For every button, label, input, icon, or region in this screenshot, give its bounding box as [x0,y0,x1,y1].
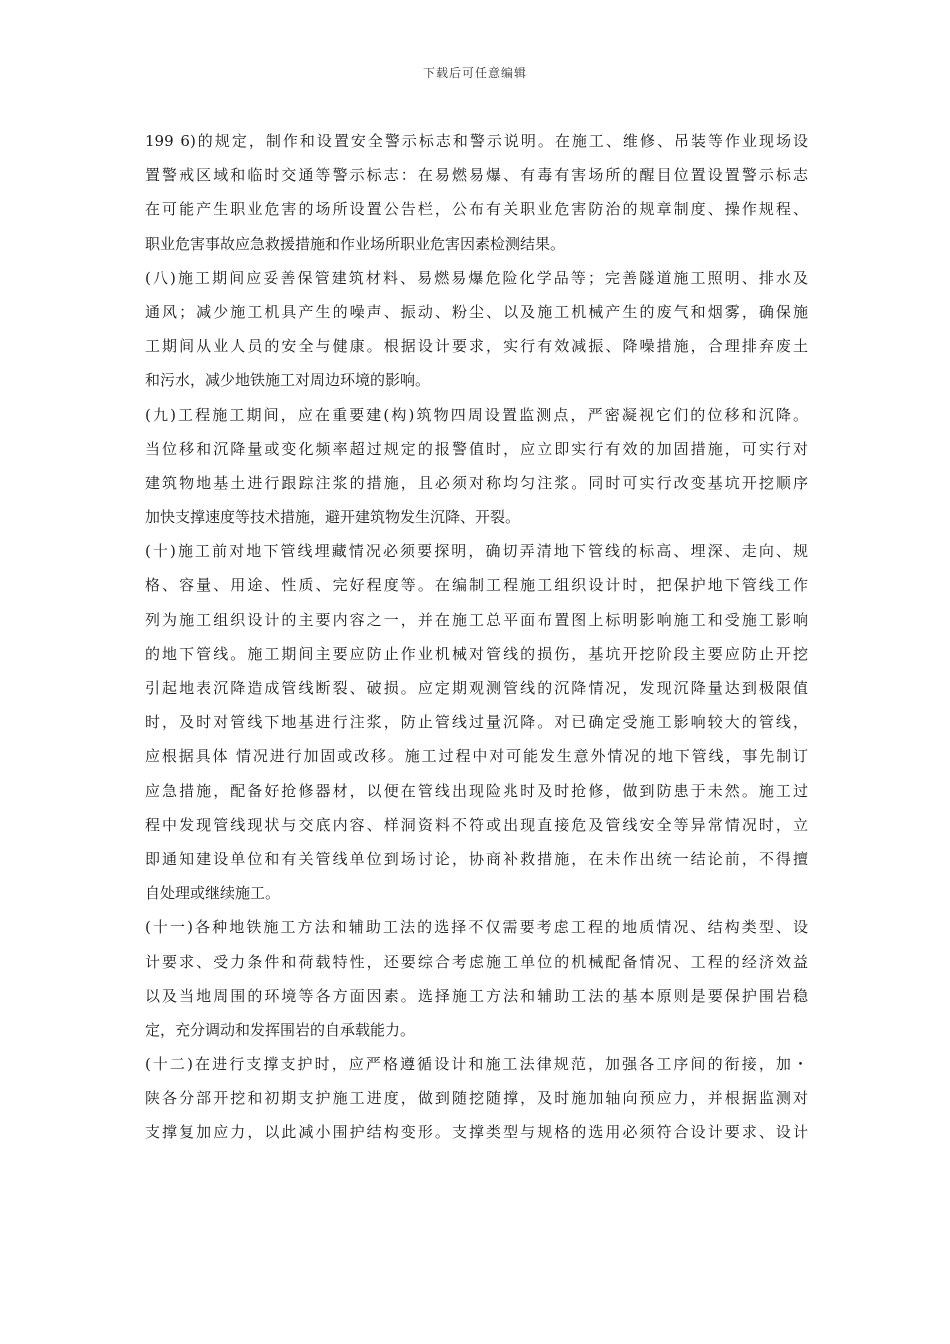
text-line: 引起地表沉降造成管线断裂、破损。应定期观测管线的沉降情况，发现沉降量达到极限值 [145,679,808,697]
text-line: 自处理或继续施工。 [145,884,281,903]
text-line: 工期间从业人员的安全与健康。根据设计要求，实行有效减振、降噪措施，合理排弃废土 [145,337,808,356]
text-line: 支撑复加应力，以此减小围护结构变形。支撑类型与规格的选用必须符合设计要求、设计 [145,1123,808,1142]
text-line: 通风；减少施工机具产生的噪声、振动、粉尘、以及施工机械产生的废气和烟雾，确保施 [145,302,808,321]
text-line: 加快支撑速度等技术措施，避开建筑物发生沉降、开裂。 [145,508,521,527]
text-line: 建筑物地基土进行跟踪注浆的措施，且必须对称均匀注浆。同时可实行改变基坑开挖顺序 [145,473,808,492]
text-line: 和污水，减少地铁施工对周边环境的影响。 [145,371,431,390]
text-line: 置警戒区域和临时交通等警示标志：在易燃易爆、有毒有害场所的醒目位置设置警示标志 [145,166,808,185]
text-line: (十一)各种地铁施工方法和辅助工法的选择不仅需要考虑工程的地质情况、结构类型、设 [145,918,808,937]
text-line: (九)工程施工期间，应在重要建(构)筑物四周设置监测点，严密凝视它们的位移和沉降。 [145,405,808,424]
text-line: 的地下管线。施工期间主要应防止作业机械对管线的损伤，基坑开挖阶段主要应防止开挖 [145,644,808,663]
text-line: 以及当地周围的环境等各方面因素。选择施工方法和辅助工法的基本原则是要保护围岩稳 [145,986,808,1005]
text-line: 定，充分调动和发挥围岩的自承载能力。 [145,1020,416,1039]
text-line: 职业危害事故应急救援措施和作业场所职业危害因素检测结果。 [145,234,566,253]
text-line: 当位移和沉降量或变化频率超过规定的报警值时，应立即实行有效的加固措施，可实行对 [145,439,808,458]
text-line: 列为施工组织设计的主要内容之一，并在施工总平面布置图上标明影响施工和受施工影响 [145,610,808,629]
text-line: 应急措施，配备好抢修器材，以便在管线出现险兆时及时抢修，做到防患于未然。施工过 [145,781,808,800]
text-line: (十)施工前对地下管线埋藏情况必须要探明，确切弄清地下管线的标高、埋深、走向、规 [145,542,808,561]
text-line: 即通知建设单位和有关管线单位到场讨论，协商补救措施，在未作出统一结论前，不得擅 [145,849,808,868]
text-line: 计要求、受力条件和荷载特性，还要综合考虑施工单位的机械配备情况、工程的经济效益 [145,952,808,971]
text-line: (十二)在进行支撑支护时，应严格遵循设计和施工法律规范，加强各工序间的衔接，加・ [145,1055,808,1074]
text-line: 在可能产生职业危害的场所设置公告栏，公布有关职业危害防治的规章制度、操作规程、 [145,200,808,219]
text-line: 199 6)的规定，制作和设置安全警示标志和警示说明。在施工、维修、吊装等作业现场设 [145,132,808,150]
text-line: 格、容量、用途、性质、完好程度等。在编制工程施工组织设计时，把保护地下管线工作 [145,576,808,595]
document-body [145,124,808,1150]
text-line: 应根据具体 情况进行加固或改移。施工过程中对可能发生意外情况的地下管线，事先制订 [145,747,808,766]
text-line: (八)施工期间应妥善保管建筑材料、易燃易爆危险化学品等；完善隧道施工照明、排水及 [145,268,808,287]
text-line: 时，及时对管线下地基进行注浆，防止管线过量沉降。对已确定受施工影响较大的管线， [145,713,808,732]
page-header: 下载后可任意编辑 [422,66,527,80]
text-line: 陕各分部开挖和初期支护施工进度，做到随挖随撑，及时施加轴向预应力，并根据监测对 [145,1089,808,1108]
text-line: 程中发现管线现状与交底内容、样洞资料不符或出现直接危及管线安全等异常情况时，立 [145,815,808,834]
